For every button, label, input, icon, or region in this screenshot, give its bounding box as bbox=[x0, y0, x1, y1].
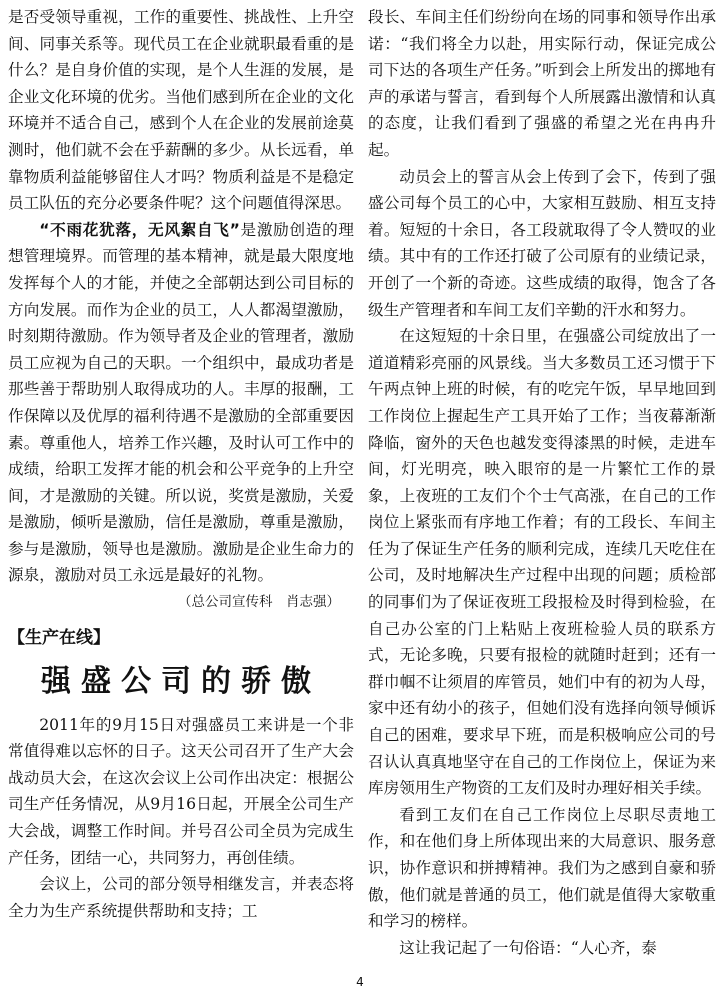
section-label: 【生产在线】 bbox=[8, 627, 110, 648]
right-column bbox=[368, 4, 716, 961]
paragraph-pledges: 段长、车间主任们纷纷向在场的同事和领导作出承诺：“我们将全力以赴，用实际行动，保证完成公司下达的各项生产任务。”听到会上所发出的掷地有声的承诺与誓言，看到每个人所展露出激情和认真的态度，让我们看到了强盛的希望之光在冉冉升起。 bbox=[368, 8, 716, 159]
paragraph-mobilization-date: 2011年的9月15日对强盛员工来讲是一个非常值得难以忘怀的日子。这天公司召开了生产大会战动员大会，在这次会议上公司作出决定：根据公司生产任务情况，从9月16日起，开展全公司生产大会战，调整工作时间。并号召公司全员为完成生产任务，团结一心，共同努力，再创佳绩。 bbox=[8, 715, 354, 867]
paragraph-achievements: 动员会上的誓言从会上传到了会下，传到了强盛公司每个员工的心中，大家相互鼓励、相互支持着。短短的十余日，各工段就取得了令人赞叹的业绩。其中有的工作还打破了公司原有的业绩记录，开创了一个新的奇迹。这些成绩的取得，饱含了各级生产管理者和车间工友们辛勤的汗水和努力。 bbox=[368, 167, 716, 319]
author-signature: （总公司宣传科 肖志强） bbox=[178, 594, 340, 611]
paragraph-incentive-management bbox=[8, 217, 354, 589]
article-title: 强盛公司的骄傲 bbox=[41, 663, 321, 699]
paragraph-meeting-speeches: 会议上，公司的部分领导相继发言，并表态将全力为生产系统提供帮助和支持；工 bbox=[8, 875, 354, 920]
quoted-proverb: “不雨花犹落，无风絮自飞” bbox=[39, 220, 240, 239]
left-column bbox=[8, 4, 354, 924]
paragraph-proverb: 这让我记起了一句俗语：“人心齐，泰 bbox=[399, 938, 657, 957]
paragraph-incentive-text: 是激励创造的理想管理境界。而管理的基本精神，就是最大限度地发挥每个人的才能，并使之全部朝达到公司目标的方向发展。而作为企业的员工，人人都渴望激励，时刻期待激励。作为领导者及企业的管理者，激励员工应视为自己的天职。一个组织中，最成功者是那些善于帮助别人取得成功的人。丰厚的报酬，工作保障以及优厚的福利待遇不是激励的全部重要因素。尊重他人，培养工作兴趣，及时认可工作中的成绩，给职工发挥才能的机会和公平竞争的上升空间，才是激励的关键。所以说，奖赏是激励，关爱是激励，倾听是激励，信任是激励，尊重是激励，参与是激励，领导也是激励。激励是企业生命力的源泉，激励对员工永远是最好的礼物。 bbox=[8, 220, 354, 585]
paragraph-salary-motivation: 是否受领导重视，工作的重要性、挑战性、上升空间、同事关系等。现代员工在企业就职最看重的是什么？是自身价值的实现，是个人生涯的发展，是企业文化环境的优劣。当他们感到所在企业的文化环境并不适合自己，感到个人在企业的发展前途莫测时，他们就不会在乎薪酬的多少。从长远看，单靠物质利益能够留住人才吗？物质利益是不是稳定员工队伍的充分必要条件呢？这个问题值得深思。 bbox=[8, 8, 354, 213]
page-number: 4 bbox=[356, 975, 364, 989]
paragraph-scenery: 在这短短的十余日里，在强盛公司绽放出了一道道精彩亮丽的风景线。当大多数员工还习惯于下午两点钟上班的时候，有的吃完午饭，早早地回到工作岗位上握起生产工具开始了工作；当夜幕渐渐降临，窗外的天色也越发变得漆黑的时候，走进车间，灯光明亮，映入眼帘的是一片繁忙工作的景象，上夜班的工友们个个士气高涨，在自己的工作岗位上紧张而有序地工作着；有的工段长、车间主任为了保证生产任务的顺利完成，连续几天吃住在公司，及时地解决生产过程中出现的问题；质检部的同事们为了保证夜班工段报检及时得到检验，在自己办公室的门上粘贴上夜班检验人员的联系方式，无论多晚，只要有报检的就随时赶到；还有一群巾帼不让须眉的库管员，她们中有的初为人母，家中还有幼小的孩子，但她们没有选择向领导倾诉自己的困难，要求早下班，而是积极响应公司的号召认认真真地坚守在自己的工作岗位上，保证为来库房领用生产物资的工友们及时办理好相关手续。 bbox=[368, 327, 716, 798]
paragraph-pride: 看到工友们在自己工作岗位上尽职尽责地工作，和在他们身上所体现出来的大局意识、服务意识，协作意识和拼搏精神。我们为之感到自豪和骄傲，他们就是普通的员工，他们就是值得大家敬重和学习的榜样。 bbox=[368, 805, 716, 931]
